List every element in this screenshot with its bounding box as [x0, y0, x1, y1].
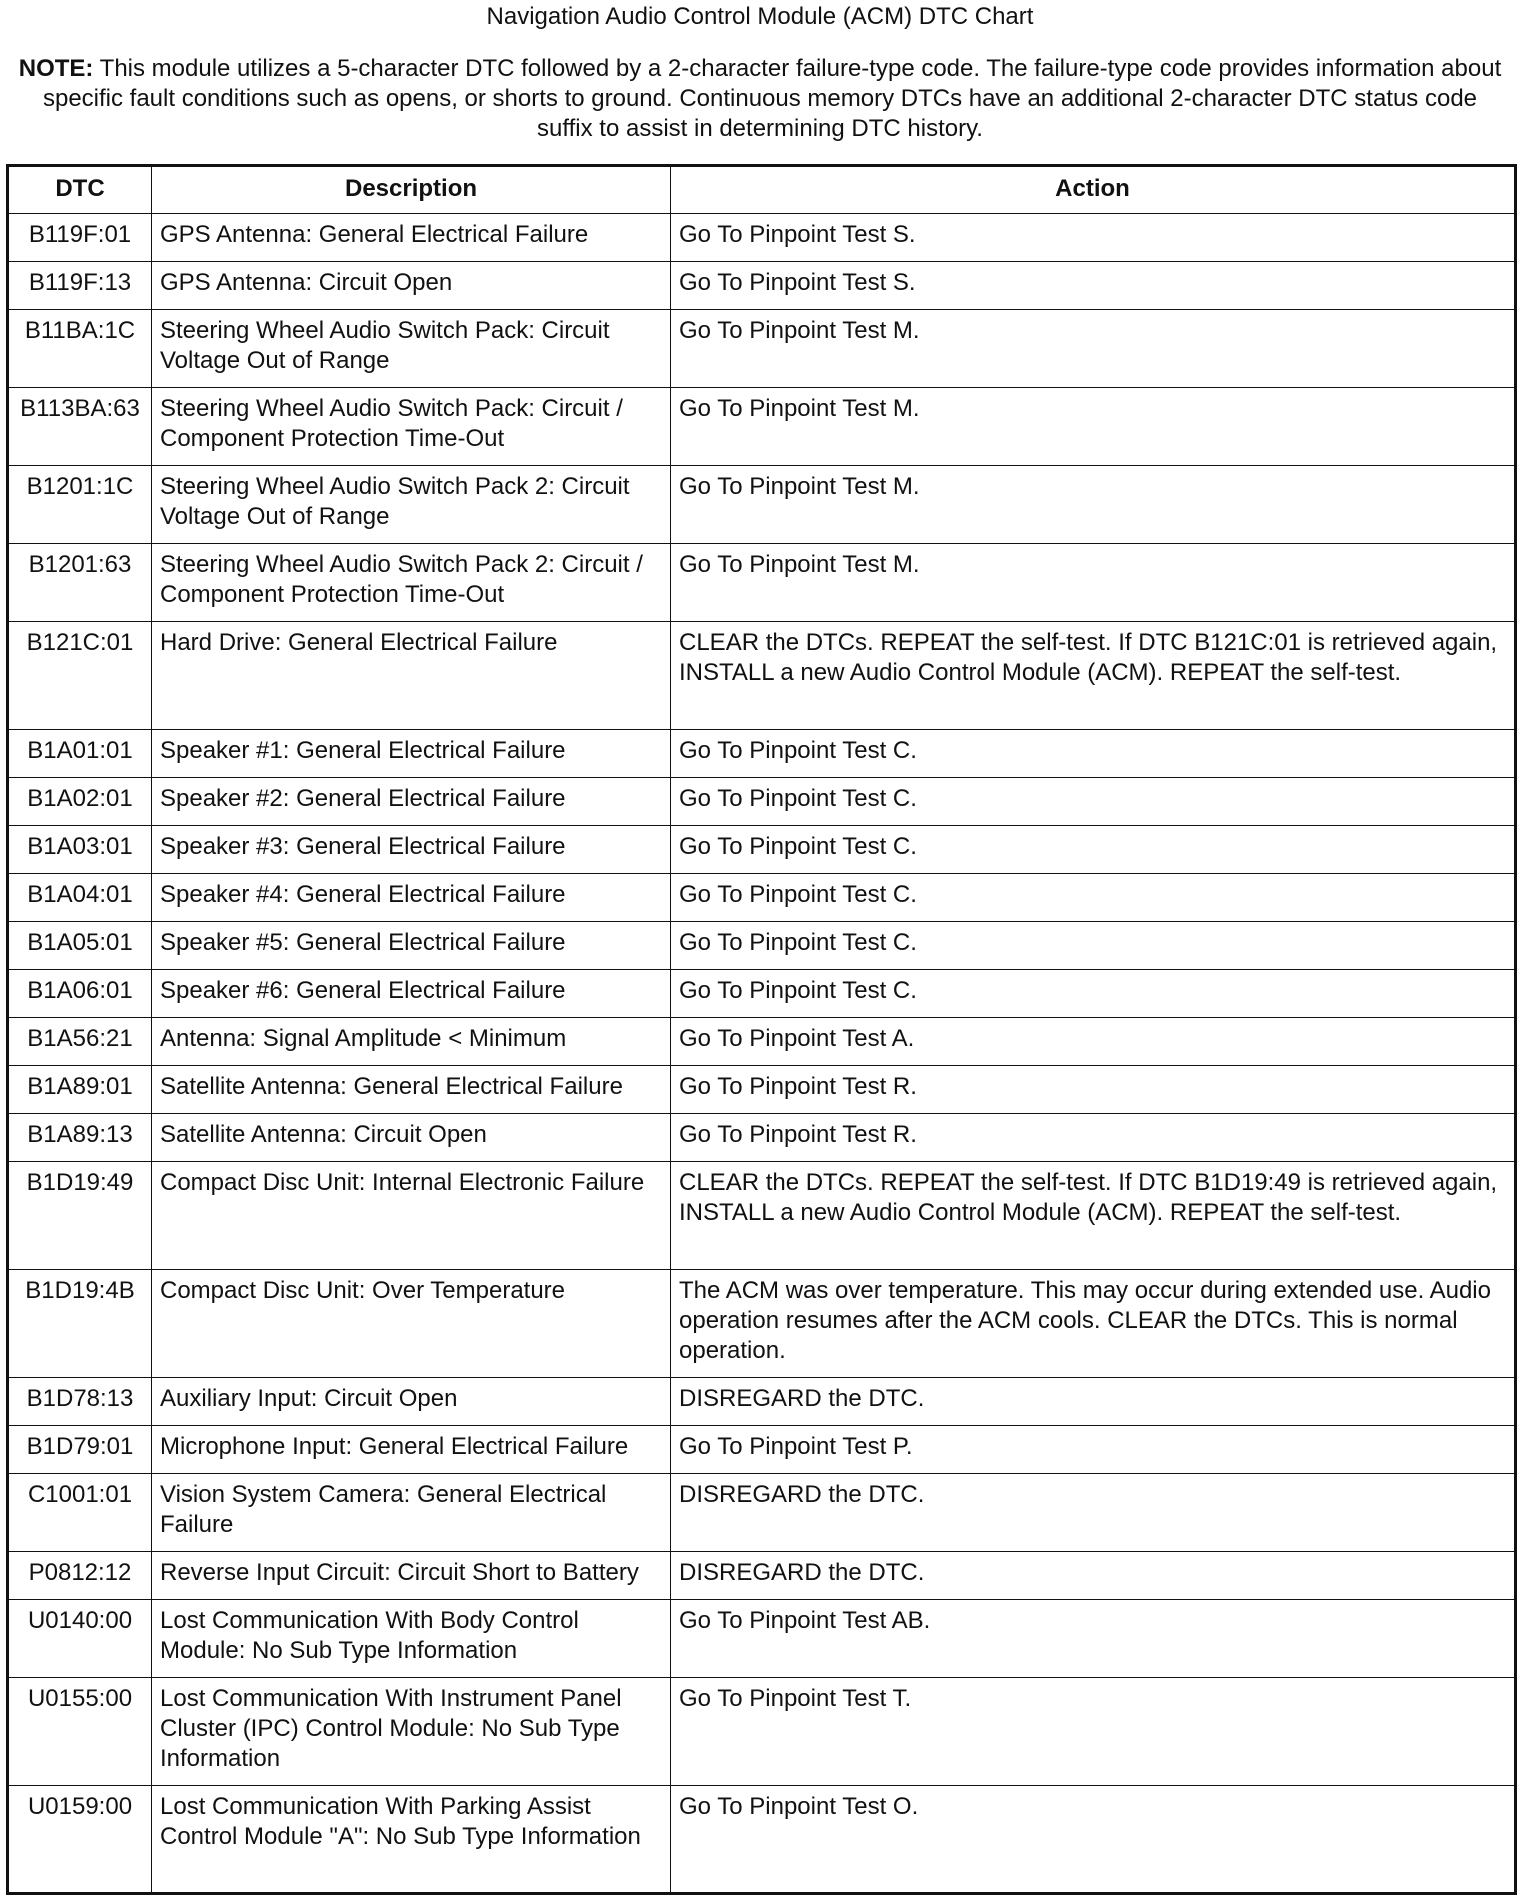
- action-cell: CLEAR the DTCs. REPEAT the self-test. If DTC B1D19:49 is retrieved again, INSTALL a new Audio Control Module (ACM). REPEAT the self-test.: [671, 1162, 1516, 1270]
- table-row: [8, 262, 1516, 310]
- table-row: [8, 922, 1516, 970]
- dtc-code-cell: B11BA:1C: [8, 310, 152, 388]
- header-dtc: DTC: [8, 166, 152, 214]
- dtc-code-cell: B121C:01: [8, 622, 152, 730]
- description-cell: Vision System Camera: General Electrical Failure: [152, 1474, 671, 1552]
- table-row: [8, 1378, 1516, 1426]
- dtc-code-cell: U0159:00: [8, 1786, 152, 1894]
- action-cell: Go To Pinpoint Test S.: [671, 214, 1516, 262]
- description-cell: Steering Wheel Audio Switch Pack: Circuit / Component Protection Time-Out: [152, 388, 671, 466]
- description-cell: Hard Drive: General Electrical Failure: [152, 622, 671, 730]
- note-text: This module utilizes a 5-character DTC followed by a 2-character failure-type code. The failure-type code provides information about specific fault conditions such as opens, or shorts to ground. Continuous memory DTCs have an additional 2-character DTC status code suffix to assist in determining DTC history.: [42, 55, 1502, 142]
- description-cell: Antenna: Signal Amplitude < Minimum: [152, 1018, 671, 1066]
- table-row: [8, 1552, 1516, 1600]
- dtc-table: [6, 164, 1517, 1895]
- action-cell: Go To Pinpoint Test M.: [671, 466, 1516, 544]
- dtc-code-cell: U0155:00: [8, 1678, 152, 1786]
- table-body: [8, 214, 1516, 1894]
- description-cell: Satellite Antenna: Circuit Open: [152, 1114, 671, 1162]
- page-title: Navigation Audio Control Module (ACM) DTC Chart: [486, 3, 1034, 30]
- description-cell: Speaker #4: General Electrical Failure: [152, 874, 671, 922]
- dtc-code-cell: P0812:12: [8, 1552, 152, 1600]
- action-cell: CLEAR the DTCs. REPEAT the self-test. If DTC B121C:01 is retrieved again, INSTALL a new Audio Control Module (ACM). REPEAT the self-test.: [671, 622, 1516, 730]
- action-cell: Go To Pinpoint Test C.: [671, 778, 1516, 826]
- description-cell: GPS Antenna: General Electrical Failure: [152, 214, 671, 262]
- dtc-code-cell: B1A05:01: [8, 922, 152, 970]
- table-header-row: [8, 166, 1516, 214]
- table-row: [8, 1018, 1516, 1066]
- action-cell: The ACM was over temperature. This may occur during extended use. Audio operation resumes after the ACM cools. CLEAR the DTCs. This is normal operation.: [671, 1270, 1516, 1378]
- action-cell: Go To Pinpoint Test C.: [671, 826, 1516, 874]
- action-cell: DISREGARD the DTC.: [671, 1378, 1516, 1426]
- description-cell: Speaker #6: General Electrical Failure: [152, 970, 671, 1018]
- table-row: [8, 1474, 1516, 1552]
- description-cell: Steering Wheel Audio Switch Pack 2: Circuit Voltage Out of Range: [152, 466, 671, 544]
- table-row: [8, 1786, 1516, 1894]
- description-cell: Steering Wheel Audio Switch Pack 2: Circuit / Component Protection Time-Out: [152, 544, 671, 622]
- table-row: [8, 310, 1516, 388]
- description-cell: Reverse Input Circuit: Circuit Short to Battery: [152, 1552, 671, 1600]
- description-cell: Lost Communication With Body Control Module: No Sub Type Information: [152, 1600, 671, 1678]
- description-cell: GPS Antenna: Circuit Open: [152, 262, 671, 310]
- table-row: [8, 214, 1516, 262]
- description-cell: Auxiliary Input: Circuit Open: [152, 1378, 671, 1426]
- dtc-code-cell: B1D19:4B: [8, 1270, 152, 1378]
- table-row: [8, 1600, 1516, 1678]
- description-cell: Speaker #5: General Electrical Failure: [152, 922, 671, 970]
- note-paragraph: [14, 54, 1506, 144]
- dtc-code-cell: B1A06:01: [8, 970, 152, 1018]
- table-row: [8, 874, 1516, 922]
- dtc-code-cell: B1A03:01: [8, 826, 152, 874]
- action-cell: Go To Pinpoint Test P.: [671, 1426, 1516, 1474]
- action-cell: DISREGARD the DTC.: [671, 1474, 1516, 1552]
- table-row: [8, 730, 1516, 778]
- header-description: Description: [152, 166, 671, 214]
- description-cell: Compact Disc Unit: Internal Electronic Failure: [152, 1162, 671, 1270]
- action-cell: Go To Pinpoint Test A.: [671, 1018, 1516, 1066]
- action-cell: Go To Pinpoint Test AB.: [671, 1600, 1516, 1678]
- dtc-code-cell: B1A02:01: [8, 778, 152, 826]
- dtc-code-cell: B1201:63: [8, 544, 152, 622]
- dtc-code-cell: B1D78:13: [8, 1378, 152, 1426]
- dtc-code-cell: B1A01:01: [8, 730, 152, 778]
- action-cell: Go To Pinpoint Test C.: [671, 922, 1516, 970]
- table-row: [8, 544, 1516, 622]
- header-action: Action: [671, 166, 1516, 214]
- table-row: [8, 778, 1516, 826]
- table-row: [8, 1066, 1516, 1114]
- dtc-code-cell: B1D19:49: [8, 1162, 152, 1270]
- table-row: [8, 1270, 1516, 1378]
- table-row: [8, 970, 1516, 1018]
- table-row: [8, 388, 1516, 466]
- action-cell: Go To Pinpoint Test R.: [671, 1066, 1516, 1114]
- action-cell: Go To Pinpoint Test T.: [671, 1678, 1516, 1786]
- description-cell: Satellite Antenna: General Electrical Failure: [152, 1066, 671, 1114]
- table-row: [8, 1114, 1516, 1162]
- action-cell: Go To Pinpoint Test M.: [671, 310, 1516, 388]
- table-row: [8, 1426, 1516, 1474]
- action-cell: Go To Pinpoint Test C.: [671, 970, 1516, 1018]
- dtc-code-cell: C1001:01: [8, 1474, 152, 1552]
- dtc-code-cell: B113BA:63: [8, 388, 152, 466]
- description-cell: Speaker #3: General Electrical Failure: [152, 826, 671, 874]
- dtc-code-cell: B1A56:21: [8, 1018, 152, 1066]
- description-cell: Compact Disc Unit: Over Temperature: [152, 1270, 671, 1378]
- dtc-code-cell: U0140:00: [8, 1600, 152, 1678]
- description-cell: Speaker #2: General Electrical Failure: [152, 778, 671, 826]
- action-cell: Go To Pinpoint Test M.: [671, 544, 1516, 622]
- dtc-code-cell: B119F:01: [8, 214, 152, 262]
- dtc-code-cell: B1A89:13: [8, 1114, 152, 1162]
- action-cell: Go To Pinpoint Test C.: [671, 874, 1516, 922]
- table-row: [8, 1678, 1516, 1786]
- action-cell: Go To Pinpoint Test O.: [671, 1786, 1516, 1894]
- table-row: [8, 466, 1516, 544]
- description-cell: Microphone Input: General Electrical Failure: [152, 1426, 671, 1474]
- dtc-code-cell: B1D79:01: [8, 1426, 152, 1474]
- description-cell: Lost Communication With Instrument Panel Cluster (IPC) Control Module: No Sub Type Information: [152, 1678, 671, 1786]
- table-row: [8, 826, 1516, 874]
- dtc-code-cell: B1A89:01: [8, 1066, 152, 1114]
- description-cell: Speaker #1: General Electrical Failure: [152, 730, 671, 778]
- dtc-code-cell: B119F:13: [8, 262, 152, 310]
- dtc-code-cell: B1201:1C: [8, 466, 152, 544]
- action-cell: Go To Pinpoint Test C.: [671, 730, 1516, 778]
- note-label: NOTE:: [18, 55, 94, 82]
- description-cell: Steering Wheel Audio Switch Pack: Circuit Voltage Out of Range: [152, 310, 671, 388]
- action-cell: Go To Pinpoint Test S.: [671, 262, 1516, 310]
- action-cell: DISREGARD the DTC.: [671, 1552, 1516, 1600]
- action-cell: Go To Pinpoint Test M.: [671, 388, 1516, 466]
- table-row: [8, 1162, 1516, 1270]
- dtc-code-cell: B1A04:01: [8, 874, 152, 922]
- description-cell: Lost Communication With Parking Assist Control Module "A": No Sub Type Information: [152, 1786, 671, 1894]
- table-row: [8, 622, 1516, 730]
- action-cell: Go To Pinpoint Test R.: [671, 1114, 1516, 1162]
